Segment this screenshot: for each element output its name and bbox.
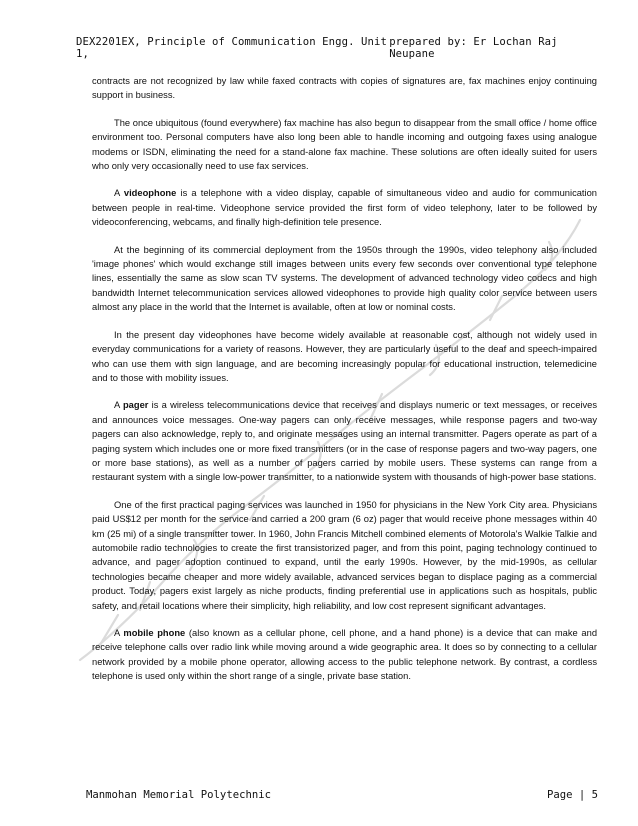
paragraph-fax-decline: The once ubiquitous (found everywhere) fax machine has also begun to disappear from the small office / home office environment too. Personal computers have also long been able to handle incoming and outgoing faxes using analogue modems or ISDN, eliminating the need for a stand-alone fax machine. These solutions are often ideally suited for users who only very occasionally need to use fax services.: [92, 117, 597, 172]
document-body: [92, 74, 597, 697]
paragraph-paging-history: One of the first practical paging services was launched in 1950 for physicians in the New York City area. Physicians paid US$12 per month for the service and carried a 200 gram (6 oz) pager that would receive phone messages within 40 km (25 mi) of a single transmitter tower. In 1960, John Francis Mitchell combined elements of Motorola's Walkie Talkie and automobile radio technologies to create the first transistorized pager, and from this point, paging technology continued to advance, and pager adoption continued to expand, until the early 1990s. However, by the mid-1990s, as cellular technologies became cheaper and more widely available, advanced services began to displace paging as a commercial product. Today, pagers exist largely as niche products, finding preferential use in applications such as hospitals, public safety, and retail locations where their simplicity, high reliability, and low cost represent significant advantages.: [92, 499, 597, 611]
paragraph-mobile-phone: A mobile phone (also known as a cellular phone, cell phone, and a hand phone) is a device that can make and receive telephone calls over radio link while moving around a wide geographic area. It does so by connecting to a cellular network provided by a mobile phone operator, allowing access to the public telephone network. By contrast, a cordless telephone is used only within the short range of a single, private base station.: [92, 628, 598, 682]
term-videophone: videophone: [123, 188, 177, 199]
paragraph-videophone: A videophone is a telephone with a video display, capable of simultaneous video and audio for communication between people in real-time. Videophone service provided the first form of video telephony, later to be followed by videoconferencing, webcams, and finally high-definition tele presence.: [92, 188, 598, 228]
term-pager: pager: [122, 400, 149, 411]
paragraph-pager: A pager is a wireless telecommunications device that receives and displays numeric or text messages, or receives and announces voice messages. One-way pagers can only receive messages, while response pagers and two-way pagers can also acknowledge, reply to, and originate messages using an internal transmitter. Pagers operate as part of a paging system which includes one or more fixed transmitters (or in the case of response pagers and two-way pagers, one or more base stations), as well as a number of pagers carried by mobile users. These systems can range from a restaurant system with a single low-power transmitter, to a nationwide system with thousands of high-power base stations.: [92, 400, 598, 483]
paragraph-video-telephony-history: At the beginning of its commercial deployment from the 1950s through the 1990s, video telephony also included 'image phones' which would exchange still images between units every few seconds over conventional type telephone lines, essentially the same as slow scan TV systems. The development of advanced technology video codecs and high bandwidth Internet telecommunication services allowed videophones to provide high quality color service between users almost any place in the world that the Internet is available, often at low or nominal costs.: [92, 244, 597, 313]
paragraph-videophone-present: In the present day videophones have become widely available at reasonable cost, although not widely used in everyday communications for a variety of reasons. However, they are particularly useful to the deaf and speech-impaired who can use them with sign language, and are becoming increasingly popular for educational instruction, telemedicine and to those with mobility issues.: [92, 329, 597, 383]
paragraph-fax-contracts: contracts are not recognized by law while faxed contracts with copies of signatures are, fax machines enjoy continuing support in business.: [92, 76, 597, 101]
footer-page-number: Page | 5: [546, 789, 598, 801]
term-mobile-phone: mobile phone: [123, 628, 186, 638]
page-header: [76, 36, 598, 60]
footer-institution: Manmohan Memorial Polytechnic: [86, 789, 271, 801]
page-footer: [86, 789, 598, 801]
header-course-title: DEX2201EX, Principle of Communication Engg. Unit 1,: [76, 36, 387, 60]
header-author: prepared by: Er Lochan Raj Neupane: [389, 36, 558, 60]
